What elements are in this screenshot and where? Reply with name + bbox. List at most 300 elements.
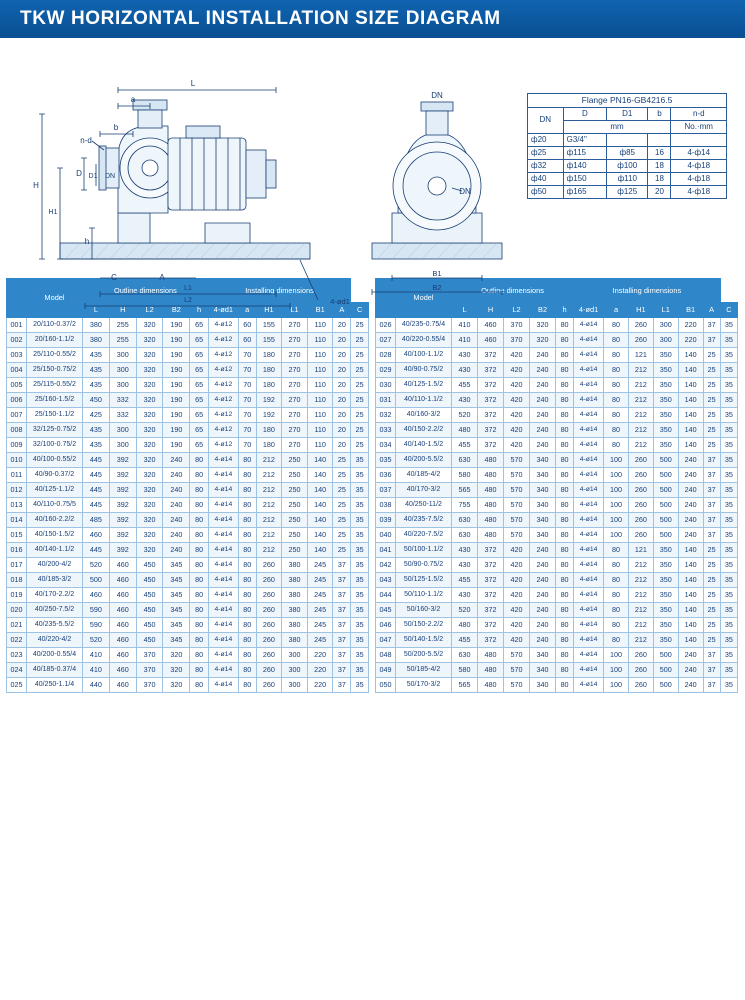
row-model: 40/150-1.5/2 xyxy=(27,528,83,543)
row-cell: 35 xyxy=(720,513,737,528)
col-model: Model xyxy=(27,279,83,318)
row-cell: 350 xyxy=(653,618,678,633)
row-cell: 140 xyxy=(678,393,703,408)
row-cell: 25 xyxy=(703,543,720,558)
row-cell: 35 xyxy=(720,498,737,513)
svg-text:DN: DN xyxy=(459,187,471,196)
row-cell: 340 xyxy=(530,453,556,468)
row-cell: 570 xyxy=(504,678,530,693)
row-cell: 392 xyxy=(109,453,136,468)
row-cell: 480 xyxy=(452,618,478,633)
row-cell: 340 xyxy=(530,513,556,528)
row-cell: 110 xyxy=(307,423,333,438)
row-cell: 320 xyxy=(136,423,163,438)
row-cell: 140 xyxy=(678,363,703,378)
row-model: 50/125-1.5/2 xyxy=(396,573,452,588)
row-cell: 80 xyxy=(556,468,574,483)
row-cell: 320 xyxy=(136,393,163,408)
col-d1: 4-ød1 xyxy=(574,303,604,318)
row-cell: 80 xyxy=(556,408,574,423)
row-cell: 190 xyxy=(163,438,190,453)
row-cell: 245 xyxy=(307,558,333,573)
group-installing-dimensions: Installing dimensions xyxy=(208,279,350,303)
row-cell: 65 xyxy=(190,318,209,333)
row-model: 40/220-0.55/4 xyxy=(396,333,452,348)
row-cell: 420 xyxy=(504,543,530,558)
row-cell: 190 xyxy=(163,393,190,408)
row-cell: 350 xyxy=(653,423,678,438)
row-cell: 110 xyxy=(307,363,333,378)
row-cell: 372 xyxy=(478,363,504,378)
row-cell: 480 xyxy=(478,513,504,528)
row-cell: 121 xyxy=(628,543,653,558)
row-cell: 445 xyxy=(83,453,110,468)
row-cell: 35 xyxy=(720,678,737,693)
flange-row xyxy=(528,159,727,172)
row-cell: 35 xyxy=(351,543,369,558)
row-cell: 250 xyxy=(282,453,308,468)
row-cell: 300 xyxy=(109,348,136,363)
col-H: H xyxy=(478,303,504,318)
row-index: 027 xyxy=(376,333,396,348)
row-cell: 455 xyxy=(452,378,478,393)
row-cell: 260 xyxy=(256,588,282,603)
row-cell: 35 xyxy=(720,333,737,348)
row-cell: 212 xyxy=(256,468,282,483)
row-index: 019 xyxy=(7,588,27,603)
row-cell: 332 xyxy=(109,393,136,408)
row-cell: 380 xyxy=(282,633,308,648)
row-cell: 240 xyxy=(678,648,703,663)
row-model: 40/250-1.1/4 xyxy=(27,678,83,693)
row-cell: 80 xyxy=(238,618,256,633)
row-cell: 25 xyxy=(351,408,369,423)
row-cell: 212 xyxy=(628,558,653,573)
table-row xyxy=(7,453,369,468)
row-cell: 100 xyxy=(604,498,629,513)
row-index: 007 xyxy=(7,408,27,423)
row-index: 006 xyxy=(7,393,27,408)
row-cell: 35 xyxy=(720,423,737,438)
row-model: 50/150-2.2/2 xyxy=(396,618,452,633)
row-cell: 260 xyxy=(628,663,653,678)
row-cell: 435 xyxy=(83,378,110,393)
row-cell: 372 xyxy=(478,558,504,573)
flange-cell: 4-ф18 xyxy=(671,172,727,185)
row-cell: 80 xyxy=(604,408,629,423)
row-cell: 4-ø14 xyxy=(574,603,604,618)
table-row xyxy=(376,543,738,558)
row-cell: 350 xyxy=(653,363,678,378)
row-cell: 180 xyxy=(256,363,282,378)
flange-cell: 4-ф18 xyxy=(671,185,727,198)
flange-cell xyxy=(671,133,727,146)
row-cell: 37 xyxy=(703,453,720,468)
row-cell: 4-ø14 xyxy=(574,333,604,348)
row-cell: 430 xyxy=(452,393,478,408)
dimension-table-right xyxy=(375,278,738,693)
row-model: 40/235-7.5/2 xyxy=(396,513,452,528)
row-cell: 4-ø12 xyxy=(208,408,238,423)
table-row xyxy=(376,318,738,333)
row-cell: 370 xyxy=(136,678,163,693)
row-cell: 255 xyxy=(109,318,136,333)
row-cell: 450 xyxy=(136,588,163,603)
row-cell: 240 xyxy=(678,498,703,513)
row-cell: 65 xyxy=(190,348,209,363)
row-cell: 240 xyxy=(530,408,556,423)
col-B1: B1 xyxy=(678,303,703,318)
row-cell: 60 xyxy=(238,318,256,333)
row-cell: 35 xyxy=(720,438,737,453)
table-row xyxy=(7,618,369,633)
row-cell: 70 xyxy=(238,378,256,393)
row-cell: 392 xyxy=(109,528,136,543)
row-cell: 460 xyxy=(109,558,136,573)
group-installing-dimensions: Installing dimensions xyxy=(574,279,721,303)
row-cell: 450 xyxy=(136,573,163,588)
row-cell: 80 xyxy=(556,678,574,693)
table-row xyxy=(7,393,369,408)
table-row xyxy=(376,498,738,513)
row-cell: 450 xyxy=(136,558,163,573)
row-cell: 300 xyxy=(109,378,136,393)
row-cell: 212 xyxy=(256,543,282,558)
svg-text:DN: DN xyxy=(104,173,116,180)
flange-col-nd: n-d xyxy=(671,107,727,120)
row-cell: 25 xyxy=(333,483,351,498)
flange-col-d1: D1 xyxy=(607,107,648,120)
row-cell: 420 xyxy=(504,408,530,423)
row-cell: 180 xyxy=(256,438,282,453)
row-cell: 20 xyxy=(333,438,351,453)
row-cell: 372 xyxy=(478,378,504,393)
flange-cell xyxy=(607,133,648,146)
row-cell: 25 xyxy=(703,363,720,378)
row-cell: 260 xyxy=(628,483,653,498)
row-cell: 480 xyxy=(478,663,504,678)
row-index: 045 xyxy=(376,603,396,618)
row-cell: 260 xyxy=(628,678,653,693)
row-cell: 80 xyxy=(238,678,256,693)
group-outline-dimensions: Outline dimensions xyxy=(83,279,209,303)
row-cell: 80 xyxy=(238,483,256,498)
row-cell: 80 xyxy=(556,513,574,528)
row-index: 035 xyxy=(376,453,396,468)
row-cell: 372 xyxy=(478,408,504,423)
row-cell: 350 xyxy=(653,558,678,573)
row-cell: 4-ø12 xyxy=(208,348,238,363)
row-cell: 110 xyxy=(307,333,333,348)
row-cell: 80 xyxy=(556,498,574,513)
row-cell: 260 xyxy=(256,663,282,678)
col-a: a xyxy=(238,303,256,318)
row-cell: 250 xyxy=(282,528,308,543)
row-cell: 37 xyxy=(703,678,720,693)
row-cell: 4-ø14 xyxy=(208,453,238,468)
table-row xyxy=(376,453,738,468)
row-cell: 140 xyxy=(678,633,703,648)
row-cell: 320 xyxy=(136,363,163,378)
row-cell: 37 xyxy=(333,558,351,573)
row-index: 011 xyxy=(7,468,27,483)
svg-text:C: C xyxy=(111,273,117,282)
table-row xyxy=(7,423,369,438)
row-cell: 485 xyxy=(83,513,110,528)
row-model: 32/125-0.75/2 xyxy=(27,423,83,438)
row-cell: 240 xyxy=(530,603,556,618)
row-model: 50/100-1.1/2 xyxy=(396,543,452,558)
row-cell: 455 xyxy=(452,573,478,588)
row-index: 021 xyxy=(7,618,27,633)
svg-text:H: H xyxy=(33,181,39,190)
row-cell: 80 xyxy=(604,348,629,363)
row-model: 50/140-1.5/2 xyxy=(396,633,452,648)
row-cell: 4-ø14 xyxy=(574,468,604,483)
row-cell: 4-ø14 xyxy=(208,603,238,618)
row-model: 40/140-1.1/2 xyxy=(27,543,83,558)
table-row xyxy=(376,333,738,348)
row-cell: 372 xyxy=(478,543,504,558)
row-cell: 80 xyxy=(556,318,574,333)
row-cell: 460 xyxy=(109,633,136,648)
row-cell: 320 xyxy=(136,408,163,423)
row-cell: 340 xyxy=(530,468,556,483)
row-index: 022 xyxy=(7,633,27,648)
row-cell: 570 xyxy=(504,513,530,528)
row-cell: 4-ø14 xyxy=(208,558,238,573)
row-cell: 372 xyxy=(478,633,504,648)
row-cell: 35 xyxy=(720,543,737,558)
row-cell: 80 xyxy=(604,543,629,558)
row-cell: 300 xyxy=(282,663,308,678)
row-cell: 630 xyxy=(452,648,478,663)
row-model: 40/235-0.75/4 xyxy=(396,318,452,333)
row-cell: 460 xyxy=(83,588,110,603)
col-H: H xyxy=(109,303,136,318)
row-cell: 37 xyxy=(333,588,351,603)
row-cell: 80 xyxy=(190,528,209,543)
dimension-tables xyxy=(0,278,745,693)
row-cell: 80 xyxy=(556,588,574,603)
row-cell: 80 xyxy=(556,423,574,438)
row-cell: 4-ø12 xyxy=(208,378,238,393)
row-model: 40/185-0.37/4 xyxy=(27,663,83,678)
row-index: 040 xyxy=(376,528,396,543)
row-cell: 80 xyxy=(190,468,209,483)
row-model: 40/235-5.5/2 xyxy=(27,618,83,633)
flange-row xyxy=(528,146,727,159)
col-B2: B2 xyxy=(530,303,556,318)
row-cell: 70 xyxy=(238,423,256,438)
row-cell: 320 xyxy=(136,438,163,453)
table-row xyxy=(7,483,369,498)
row-cell: 4-ø14 xyxy=(208,513,238,528)
table-row xyxy=(376,363,738,378)
row-cell: 37 xyxy=(703,318,720,333)
row-cell: 240 xyxy=(678,468,703,483)
row-cell: 25 xyxy=(703,378,720,393)
row-cell: 80 xyxy=(604,573,629,588)
row-cell: 500 xyxy=(653,468,678,483)
row-cell: 420 xyxy=(504,573,530,588)
row-cell: 20 xyxy=(333,423,351,438)
flange-row xyxy=(528,172,727,185)
flange-row xyxy=(528,133,727,146)
row-cell: 372 xyxy=(478,618,504,633)
table-row xyxy=(376,678,738,693)
flange-spec-table-wrapper xyxy=(527,93,727,199)
row-cell: 140 xyxy=(678,603,703,618)
row-index: 012 xyxy=(7,483,27,498)
row-cell: 220 xyxy=(678,333,703,348)
row-cell: 445 xyxy=(83,468,110,483)
row-cell: 420 xyxy=(504,423,530,438)
row-model: 20/110-0.37/2 xyxy=(27,318,83,333)
row-model: 40/170-2.2/2 xyxy=(27,588,83,603)
row-cell: 80 xyxy=(604,318,629,333)
row-index: 030 xyxy=(376,378,396,393)
col-L: L xyxy=(452,303,478,318)
row-cell: 80 xyxy=(190,453,209,468)
row-cell: 240 xyxy=(678,453,703,468)
row-cell: 4-ø14 xyxy=(574,438,604,453)
row-cell: 140 xyxy=(678,573,703,588)
col-B2: B2 xyxy=(163,303,190,318)
col-H1: H1 xyxy=(256,303,282,318)
row-cell: 240 xyxy=(163,498,190,513)
row-cell: 35 xyxy=(720,378,737,393)
row-model: 40/220-7.5/2 xyxy=(396,528,452,543)
row-cell: 4-ø14 xyxy=(574,393,604,408)
row-cell: 140 xyxy=(678,438,703,453)
row-index: 013 xyxy=(7,498,27,513)
row-cell: 4-ø14 xyxy=(574,318,604,333)
row-cell: 80 xyxy=(238,633,256,648)
row-cell: 80 xyxy=(556,393,574,408)
row-index: 008 xyxy=(7,423,27,438)
row-cell: 37 xyxy=(333,618,351,633)
row-cell: 35 xyxy=(720,573,737,588)
row-index: 038 xyxy=(376,498,396,513)
row-index: 017 xyxy=(7,558,27,573)
row-cell: 4-ø14 xyxy=(208,498,238,513)
row-cell: 140 xyxy=(678,378,703,393)
row-cell: 35 xyxy=(720,468,737,483)
row-cell: 35 xyxy=(351,678,369,693)
row-cell: 25 xyxy=(333,543,351,558)
row-cell: 240 xyxy=(163,543,190,558)
flange-cell: ф150 xyxy=(563,172,606,185)
row-cell: 4-ø14 xyxy=(208,528,238,543)
row-cell: 460 xyxy=(109,573,136,588)
row-cell: 250 xyxy=(282,468,308,483)
row-cell: 35 xyxy=(351,588,369,603)
col-A: A xyxy=(333,303,351,318)
row-cell: 220 xyxy=(307,648,333,663)
row-cell: 100 xyxy=(604,663,629,678)
row-model: 40/100-1.1/2 xyxy=(396,348,452,363)
row-model: 50/185-4/2 xyxy=(396,663,452,678)
row-index: 018 xyxy=(7,573,27,588)
row-model: 20/160-1.1/2 xyxy=(27,333,83,348)
dimension-table-left-body xyxy=(7,318,369,693)
row-cell: 212 xyxy=(628,573,653,588)
row-cell: 420 xyxy=(504,558,530,573)
row-cell: 35 xyxy=(351,513,369,528)
row-cell: 110 xyxy=(307,378,333,393)
row-cell: 460 xyxy=(109,663,136,678)
row-cell: 340 xyxy=(530,678,556,693)
row-cell: 80 xyxy=(238,648,256,663)
row-cell: 500 xyxy=(83,573,110,588)
row-cell: 80 xyxy=(604,333,629,348)
table-row xyxy=(376,648,738,663)
row-cell: 270 xyxy=(282,423,308,438)
row-cell: 4-ø14 xyxy=(208,573,238,588)
row-index: 033 xyxy=(376,423,396,438)
row-cell: 220 xyxy=(307,678,333,693)
row-cell: 630 xyxy=(452,453,478,468)
table-row xyxy=(7,633,369,648)
row-cell: 480 xyxy=(478,468,504,483)
row-cell: 4-ø14 xyxy=(574,573,604,588)
row-cell: 80 xyxy=(190,633,209,648)
row-cell: 260 xyxy=(256,633,282,648)
row-cell: 4-ø14 xyxy=(574,618,604,633)
row-cell: 4-ø14 xyxy=(574,363,604,378)
row-cell: 590 xyxy=(83,618,110,633)
row-cell: 332 xyxy=(109,408,136,423)
row-cell: 320 xyxy=(530,333,556,348)
row-cell: 240 xyxy=(678,483,703,498)
row-model: 40/100-0.55/2 xyxy=(27,453,83,468)
row-cell: 140 xyxy=(678,558,703,573)
row-index: 034 xyxy=(376,438,396,453)
row-cell: 420 xyxy=(504,618,530,633)
svg-text:B2: B2 xyxy=(432,283,442,292)
row-cell: 570 xyxy=(504,663,530,678)
row-model: 40/150-2.2/2 xyxy=(396,423,452,438)
row-cell: 25 xyxy=(703,603,720,618)
row-cell: 212 xyxy=(256,513,282,528)
row-cell: 4-ø14 xyxy=(574,558,604,573)
row-cell: 410 xyxy=(452,318,478,333)
row-cell: 140 xyxy=(307,453,333,468)
row-model: 40/125-1.5/2 xyxy=(396,378,452,393)
row-cell: 25 xyxy=(333,468,351,483)
row-cell: 460 xyxy=(109,678,136,693)
row-index: 015 xyxy=(7,528,27,543)
row-cell: 80 xyxy=(556,648,574,663)
row-cell: 240 xyxy=(530,573,556,588)
flange-cell: 18 xyxy=(648,159,671,172)
row-cell: 100 xyxy=(604,468,629,483)
page-title-bar xyxy=(0,0,745,38)
row-cell: 480 xyxy=(478,483,504,498)
row-cell: 570 xyxy=(504,483,530,498)
row-cell: 4-ø14 xyxy=(208,663,238,678)
row-cell: 345 xyxy=(163,573,190,588)
flange-cell: G3/4" xyxy=(563,133,606,146)
row-index: 031 xyxy=(376,393,396,408)
table-row xyxy=(376,483,738,498)
row-cell: 320 xyxy=(136,453,163,468)
row-cell: 240 xyxy=(530,588,556,603)
row-cell: 212 xyxy=(628,588,653,603)
row-cell: 350 xyxy=(653,378,678,393)
row-cell: 370 xyxy=(504,318,530,333)
